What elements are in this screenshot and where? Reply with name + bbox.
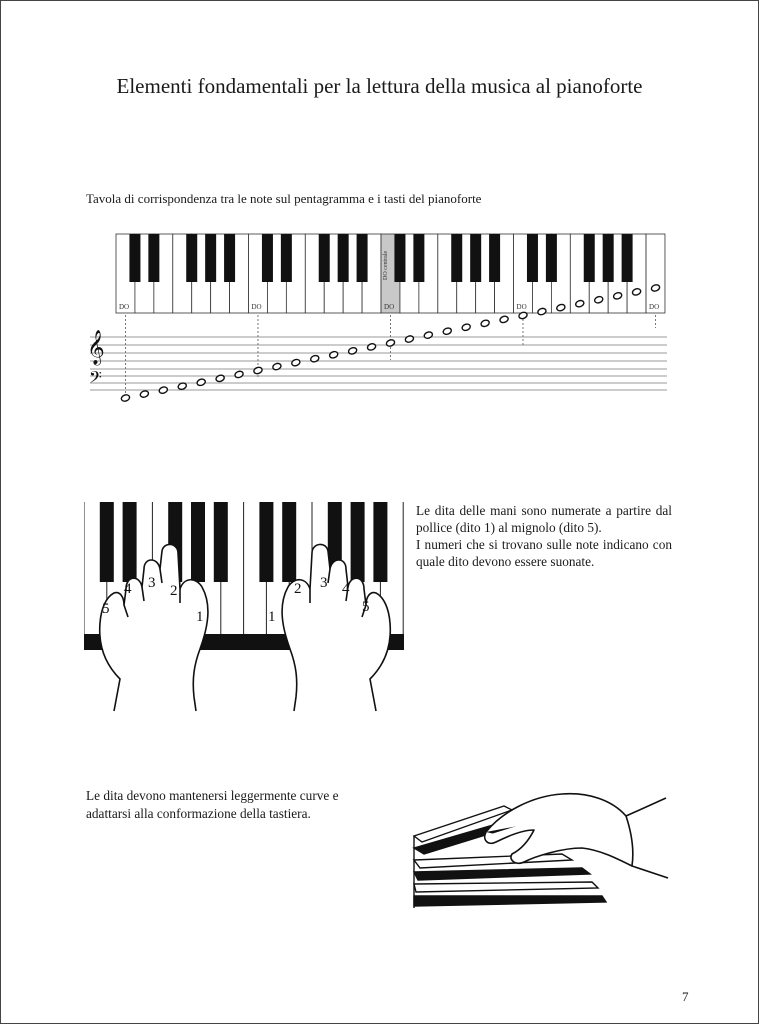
hands-black-key bbox=[191, 502, 205, 582]
do-label: DO bbox=[649, 303, 660, 311]
central-do-label: DO centrale bbox=[383, 250, 389, 280]
left-finger-4: 4 bbox=[124, 581, 132, 597]
black-key bbox=[224, 234, 235, 282]
staff bbox=[90, 337, 667, 390]
staff-note bbox=[139, 390, 149, 399]
black-key bbox=[470, 234, 481, 282]
staff-note bbox=[272, 362, 282, 371]
hands-black-key bbox=[282, 502, 296, 582]
hands-black-key bbox=[351, 502, 365, 582]
do-label: DO bbox=[119, 303, 130, 311]
staff-note bbox=[499, 315, 509, 324]
page-title: Elementi fondamentali per la lettura della musica al pianoforte bbox=[116, 74, 643, 98]
black-key bbox=[622, 234, 633, 282]
hands-black-key bbox=[214, 502, 228, 582]
right-finger-2: 2 bbox=[294, 581, 302, 597]
left-finger-5: 5 bbox=[102, 601, 110, 617]
do-label: DO bbox=[516, 303, 527, 311]
black-key bbox=[129, 234, 140, 282]
staff-note bbox=[461, 323, 471, 332]
staff-note bbox=[120, 394, 130, 403]
black-key bbox=[281, 234, 292, 282]
hands-black-key bbox=[123, 502, 137, 582]
keyboard-staff-diagram bbox=[85, 228, 675, 418]
left-finger-3: 3 bbox=[148, 575, 156, 591]
black-key bbox=[338, 234, 349, 282]
staff-note bbox=[215, 374, 225, 383]
black-key bbox=[489, 234, 500, 282]
black-key bbox=[413, 234, 424, 282]
page-number: 7 bbox=[682, 989, 689, 1004]
black-key bbox=[148, 234, 159, 282]
black-key bbox=[527, 234, 538, 282]
staff-note bbox=[329, 351, 339, 360]
hands-black-key bbox=[100, 502, 114, 582]
hands-black-key bbox=[373, 502, 387, 582]
staff-note bbox=[196, 378, 206, 387]
do-label: DO bbox=[384, 303, 395, 311]
black-key bbox=[357, 234, 368, 282]
right-finger-1: 1 bbox=[268, 609, 276, 625]
black-key bbox=[319, 234, 330, 282]
finger-numbering-text bbox=[416, 502, 672, 570]
right-finger-5: 5 bbox=[362, 599, 370, 615]
staff-note bbox=[348, 347, 358, 356]
hand-side-view-illustration bbox=[412, 786, 670, 912]
finger-numbering-paragraph-1: Le dita delle mani sono numerate a partire dal pollice (dito 1) al mignolo (dito 5). bbox=[416, 503, 672, 535]
staff-note bbox=[310, 354, 320, 363]
black-key bbox=[205, 234, 216, 282]
right-finger-4: 4 bbox=[342, 581, 350, 597]
staff-note bbox=[367, 343, 377, 352]
black-key bbox=[186, 234, 197, 282]
black-key bbox=[451, 234, 462, 282]
staff-note bbox=[442, 327, 452, 336]
black-key bbox=[584, 234, 595, 282]
hands-on-keyboard-illustration bbox=[84, 497, 406, 712]
staff-note bbox=[480, 319, 490, 328]
treble-clef-icon: 𝄞 bbox=[87, 330, 105, 365]
curved-fingers-text: Le dita devono mantenersi leggermente curve e adattarsi alla conformazione della tastiera. bbox=[86, 788, 339, 821]
staff-note bbox=[253, 366, 263, 375]
side-view-hand bbox=[485, 794, 668, 878]
do-dashed-lines bbox=[125, 315, 655, 398]
staff-note bbox=[423, 331, 433, 340]
black-key bbox=[546, 234, 557, 282]
do-label: DO bbox=[251, 303, 262, 311]
black-key bbox=[603, 234, 614, 282]
staff-note bbox=[386, 339, 396, 348]
finger-numbering-paragraph-2: I numeri che si trovano sulle note indicano con quale dito devono essere suonate. bbox=[416, 537, 672, 569]
black-key bbox=[262, 234, 273, 282]
staff-note bbox=[158, 386, 168, 395]
right-finger-3: 3 bbox=[320, 575, 328, 591]
staff-note bbox=[291, 358, 301, 367]
black-key bbox=[394, 234, 405, 282]
staff-note bbox=[404, 335, 414, 344]
bass-clef-icon: 𝄢 bbox=[89, 367, 102, 391]
left-finger-2: 2 bbox=[170, 583, 178, 599]
staff-note bbox=[234, 370, 244, 379]
hands-black-key bbox=[259, 502, 273, 582]
white-key bbox=[646, 234, 665, 313]
left-finger-1: 1 bbox=[196, 609, 204, 625]
keyboard-table-caption: Tavola di corrispondenza tra le note sul pentagramma e i tasti del pianoforte bbox=[86, 191, 482, 206]
